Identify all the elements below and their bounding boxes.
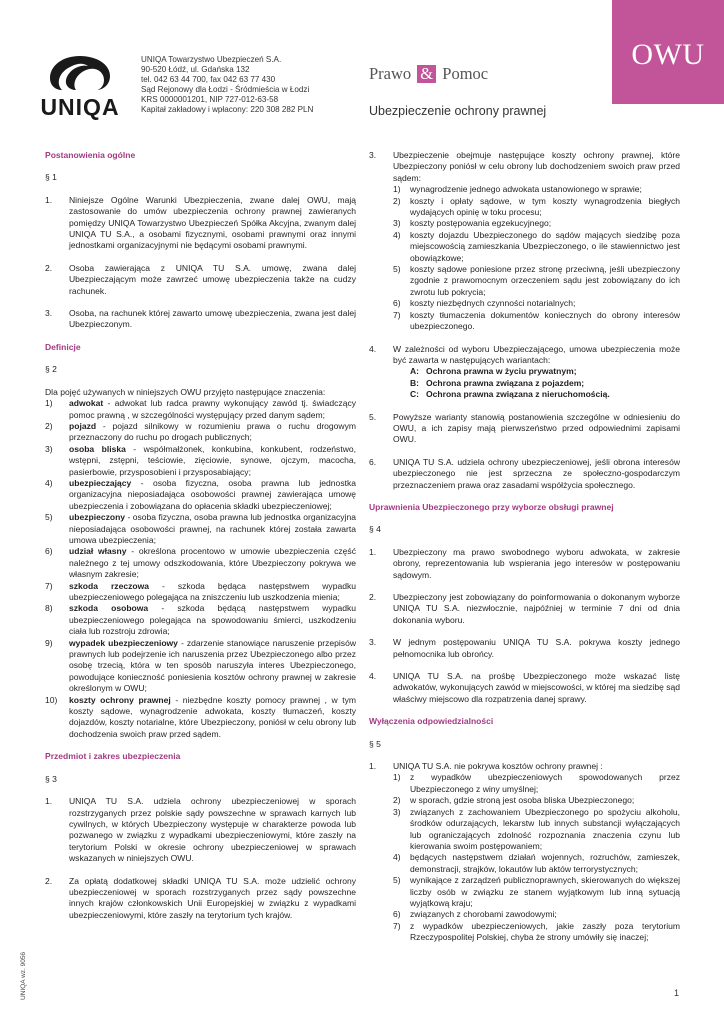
sub-item bbox=[393, 230, 680, 264]
section-heading: Wyłączenia odpowiedzialności bbox=[369, 716, 494, 727]
sub-number: 4) bbox=[393, 852, 401, 863]
item-text: W zależności od wyboru Ubezpieczającego, umowa ubezpieczenia może być zawarta w następujących wariantach: bbox=[393, 343, 680, 365]
sub-text: wynikające z zarządzeń publicznoprawnych, skierowanych do większej liczby osób w związku ze stanem wyjątkowym lub inną sytuacją wyjątkową kraju; bbox=[410, 875, 680, 908]
definition-term: ubezpieczający bbox=[69, 477, 132, 488]
definition-term: adwokat bbox=[69, 398, 104, 409]
definition-term: wypadek ubezpieczeniowy bbox=[69, 637, 178, 648]
sub-text: koszty dojazdu Ubezpieczonego do sądów mających siedzibę poza miejscowością zamieszkania Ubezpieczonego, o ile stawiennictwo jest obowiązkowe; bbox=[410, 229, 680, 263]
sub-number: 2) bbox=[393, 195, 401, 206]
sub-item bbox=[393, 875, 680, 909]
item-number: 1. bbox=[369, 546, 377, 557]
variant-letter: C: bbox=[410, 389, 420, 400]
company-line: tel. 042 63 44 700, fax 042 63 77 430 bbox=[141, 74, 276, 84]
item-number: 9) bbox=[45, 637, 53, 648]
sub-item bbox=[393, 807, 680, 853]
company-line: KRS 0000001201, NIP 727-012-63-58 bbox=[141, 94, 279, 104]
item-text: UNIQA TU S.A. nie pokrywa kosztów ochrony prawnej : bbox=[393, 761, 603, 772]
paragraph-number: § 2 bbox=[45, 364, 57, 375]
item-number: 1. bbox=[45, 194, 53, 205]
definition-text: - adwokat lub radca prawny wykonujący zawód tj. świadczący pomoc prawną , w szczególności występujący przed danym sądem; bbox=[69, 398, 356, 420]
list-item bbox=[369, 150, 680, 344]
item-number: 3. bbox=[369, 637, 377, 648]
sub-number: 5) bbox=[393, 264, 401, 275]
company-line: UNIQA Towarzystwo Ubezpieczeń S.A. bbox=[141, 55, 282, 64]
item-text: Za opłatą dodatkowej składki UNIQA TU S.A. może udzielić ochrony ubezpieczeniowej w sporach rozstrzyganych przez sądy powszechne innych krajów członkowskich Unii Europejskiej w związku z wypadkami ubezpieczeniowymi, które zaszły na terytorium tych krajów. bbox=[69, 875, 356, 920]
item-number: 6. bbox=[369, 456, 377, 467]
definition-text: - współmałżonek, konkubina, konkubent, rodzeństwo, wstępni, zstępni, teściowie, zięciowie, synowe, ojczym, macocha, pasierbowie, przysposobieni i przysposabiający; bbox=[69, 443, 356, 477]
item-number: 2) bbox=[45, 420, 53, 431]
definition-text: - niezbędne koszty pomocy prawnej , w tym koszty sądowe, wynagrodzenie adwokata, koszty tłumaczeń, koszty dojazdów, koszty notarialne, które Ubezpieczony, poniósł w celu obrony lub dochodzenia swoich praw przed sądem. bbox=[69, 694, 356, 739]
definition-term: pojazd bbox=[69, 420, 97, 431]
sub-number: 1) bbox=[393, 772, 401, 783]
list-item bbox=[45, 796, 356, 864]
company-line: Sąd Rejonowy dla Łodzi - Śródmieścia w Łodzi bbox=[141, 84, 310, 94]
paragraph-number: § 1 bbox=[45, 172, 57, 183]
list-item bbox=[45, 308, 356, 331]
sub-text: związanych z chorobami zawodowymi; bbox=[410, 909, 557, 920]
sub-item bbox=[393, 310, 680, 333]
item-text: Osoba zawierająca z UNIQA TU S.A. umowę, zwana dalej Ubezpieczającym może zawrzeć umowę ubezpieczenia także na cudzy rachunek. bbox=[69, 262, 356, 296]
sub-item bbox=[393, 909, 680, 920]
item-number: 1) bbox=[45, 398, 53, 409]
definitions-intro: Dla pojęć używanych w niniejszych OWU przyjęto następujące znaczenia: bbox=[45, 386, 326, 397]
item-text: W jednym postępowaniu UNIQA TU S.A. pokrywa koszty jednego pełnomocnika lub obrońcy. bbox=[393, 637, 680, 659]
item-text: Osoba, na rachunek której zawarto umowę ubezpieczenia, zwana jest dalej Ubezpieczonym. bbox=[69, 308, 356, 330]
definition-text: - pojazd silnikowy w rozumieniu prawa o ruchu drogowym przeznaczony do ruchu po drogach publicznych; bbox=[69, 420, 356, 443]
list-item bbox=[45, 263, 356, 297]
sub-item bbox=[393, 772, 680, 795]
definition-text: - szkoda będąca następstwem wypadku ubezpieczeniowego polegająca na zniszczeniu lub uszkodzenia mienia; bbox=[69, 580, 356, 602]
list-item bbox=[369, 412, 680, 446]
product-brand bbox=[369, 64, 488, 84]
form-code: UNIQA wz. 9056 bbox=[20, 951, 27, 1000]
sub-number: 6) bbox=[393, 909, 401, 920]
list-item bbox=[369, 761, 680, 944]
item-number: 7) bbox=[45, 580, 53, 591]
brand-right: Pomoc bbox=[442, 64, 489, 83]
item-number: 5) bbox=[45, 512, 53, 523]
variant-text: Ochrona prawna w życiu prywatnym; bbox=[426, 366, 577, 377]
item-text: UNIQA TU S.A. udziela ochrony ubezpieczeniowej, jeśli obrona interesów ubezpieczonego nie jest sprzeczna ze społeczno-gospodarczym przeznaczeniem prawa oraz zasadami współżycia społecznego. bbox=[393, 456, 680, 490]
sub-number: 7) bbox=[393, 309, 401, 320]
section-heading: Definicje bbox=[45, 341, 81, 352]
definition-term: szkoda rzeczowa bbox=[69, 580, 149, 591]
sub-text: związanych z zachowaniem Ubezpieczonego po spożyciu alkoholu, środków odurzających, lekarstw lub innych substancji wyłączających lub ograniczających zdolność rozpoznania znaczenia czynu lub kierowania swoim postępowaniem; bbox=[410, 806, 680, 851]
sub-number: 6) bbox=[393, 298, 401, 309]
definition-term: koszty ochrony prawnej bbox=[69, 694, 171, 705]
definition-item bbox=[45, 546, 356, 580]
item-text: UNIQA TU S.A. udziela ochrony ubezpieczeniowej w sporach rozstrzyganych przez polskie sądy powszechne w sprawach karnych lub cywilnych, w których Ubezpieczony występuje w charakterze powoda lub pozwanego w związku z wypadkami ubezpieczeniowymi, które zaszły na terytorium Polski w okresie ochrony ubezpieczeniowej w sprawach wskazanych w niniejszych OWU. bbox=[69, 796, 356, 864]
definition-term: osoba bliska bbox=[69, 443, 126, 454]
list-item bbox=[45, 876, 356, 922]
definition-text: - zdarzenie stanowiące naruszenie przepisów prawnych lub podejrzenie ich naruszenia przez Ubezpieczonego albo przez osobę trzecią, która w ten sposób naruszyła interes Ubezpieczonego, powodujące konieczność poniesienia kosztów ochrony prawnej w zakresie określonym w OWU; bbox=[69, 637, 357, 694]
list-item bbox=[369, 592, 680, 626]
definition-item bbox=[45, 444, 356, 478]
sub-number: 5) bbox=[393, 875, 401, 886]
sub-item bbox=[393, 852, 680, 875]
sub-item bbox=[393, 921, 680, 944]
sub-item bbox=[393, 218, 680, 229]
item-number: 6) bbox=[45, 546, 53, 557]
definition-item bbox=[45, 638, 356, 695]
definition-item bbox=[45, 603, 356, 637]
sub-number: 2) bbox=[393, 795, 401, 806]
company-line: Kapitał zakładowy i wpłacony: 220 308 282 PLN bbox=[141, 104, 314, 114]
item-number: 1. bbox=[45, 796, 53, 807]
item-number: 4) bbox=[45, 477, 53, 488]
right-column bbox=[369, 150, 680, 944]
definition-text: - osoba fizyczna, osoba prawna lub jednostka organizacyjna nieposiadająca osobowości prawnej, na rachunek której została zawarta umowa ubezpieczenia; bbox=[69, 512, 356, 545]
item-text: UNIQA TU S.A. na prośbę Ubezpieczonego może wskazać listę adwokatów, wykonujących zawód w miejscowości, w której ma siedzibę sąd właściwy miejscowo dla rozpatrzenia danej sprawy. bbox=[393, 671, 680, 704]
sub-number: 4) bbox=[393, 229, 401, 240]
sub-item bbox=[393, 184, 680, 195]
definition-term: ubezpieczony bbox=[69, 512, 126, 523]
item-number: 2. bbox=[45, 262, 53, 273]
definition-text: - określona procentowo w umowie ubezpieczenia część należnego z tej umowy odszkodowania, które Ubezpieczony pokrywa we własnym zakresie; bbox=[69, 546, 356, 580]
sub-text: z wypadków ubezpieczeniowych, jakie zaszły poza terytorium Rzeczypospolitej Polskiej, chyba że strony umówiły się inaczej; bbox=[410, 920, 680, 943]
item-text: Powyższe warianty stanowią postanowienia szczególne w odniesieniu do OWU, a ich zapisy mają pierwszeństwo przed odpowiednimi zapisami OWU. bbox=[393, 411, 680, 445]
item-number: 5. bbox=[369, 411, 377, 422]
item-number: 3) bbox=[45, 443, 53, 454]
sub-item bbox=[393, 196, 680, 219]
variant-text: Ochrona prawna związana z nieruchomością. bbox=[426, 389, 610, 400]
item-number: 3. bbox=[45, 308, 53, 319]
sub-item bbox=[393, 298, 680, 309]
item-number: 4. bbox=[369, 343, 377, 354]
item-text: Ubezpieczony jest zobowiązany do poinformowania o dokonanym wyborze UNIQA TU S.A. niezwłocznie, najpóźniej w terminie 7 dni od dnia dokonania wyboru. bbox=[393, 592, 680, 625]
company-info bbox=[141, 55, 313, 114]
section-heading: Uprawnienia Ubezpieczonego przy wyborze obsługi prawnej bbox=[369, 501, 614, 512]
item-number: 10) bbox=[45, 694, 58, 705]
sub-text: będących następstwem działań wojennych, rozruchów, zamieszek, demonstracji, strajków, lokautów lub aktów terrorystycznych; bbox=[410, 852, 680, 874]
document-subtitle: Ubezpieczenie ochrony prawnej bbox=[369, 104, 547, 118]
paragraph-number: § 3 bbox=[45, 773, 57, 784]
definition-item bbox=[45, 695, 356, 741]
sub-text: koszty i opłaty sądowe, w tym koszty wynagrodzenia biegłych wydających opinię w toku procesu; bbox=[410, 195, 680, 218]
definition-term: szkoda osobowa bbox=[69, 603, 149, 614]
definition-text: - osoba fizyczna, osoba prawna lub jednostka organizacyjna nieposiadająca osobowości prawnej zawierająca umowę ubezpieczenia i zobowiązana do opłacenia składki ubezpieczeniowej; bbox=[69, 477, 356, 511]
company-line: 90-520 Łódź, ul. Gdańska 132 bbox=[141, 64, 250, 74]
variant-item bbox=[393, 378, 680, 389]
uniqa-logo bbox=[32, 50, 128, 118]
item-number: 8) bbox=[45, 603, 53, 614]
definition-item bbox=[45, 581, 356, 604]
page-number: 1 bbox=[674, 988, 680, 998]
item-text: Ubezpieczenie obejmuje następujące koszty ochrony prawnej, które Ubezpieczony poniósł w celu obrony lub dochodzeniem swoich praw przed sądem: bbox=[393, 150, 680, 183]
variant-item bbox=[393, 366, 680, 377]
item-number: 1. bbox=[369, 761, 377, 772]
list-item bbox=[369, 547, 680, 581]
item-number: 2. bbox=[45, 875, 53, 886]
sub-text: z wypadków ubezpieczeniowych spowodowanych przez Ubezpieczonego z winy umyślnej; bbox=[410, 772, 680, 794]
sub-text: koszty tłumaczenia dokumentów koniecznych do obrony interesów ubezpieczonego. bbox=[410, 309, 680, 332]
logo-text: UNIQA bbox=[40, 94, 120, 120]
definition-text: - szkoda będącą następstwem wypadku ubezpieczeniowego polegająca na spowodowaniu śmierci, uszkodzeniu ciała lub rozstroju zdrowia; bbox=[69, 603, 356, 637]
variant-letter: B: bbox=[410, 377, 420, 388]
list-item bbox=[369, 637, 680, 660]
sub-item bbox=[393, 264, 680, 298]
list-item bbox=[369, 457, 680, 491]
item-text: Niniejsze Ogólne Warunki Ubezpieczenia, zwane dalej OWU, mają zastosowanie do umów ubezpieczenia ochrony prawnej zawieranych pomiędzy UNIQA Towarzystwo Ubezpieczeń Spółka Akcyjna, zwanym dalej UNIQA TU S.A., a osobami fizycznymi, osobami prawnymi oraz innymi jednostkami organizacyjnymi nie będącymi osobami prawnymi. bbox=[69, 194, 356, 251]
definition-item bbox=[45, 398, 356, 421]
definition-item bbox=[45, 421, 356, 444]
brand-ampersand: & bbox=[417, 65, 436, 83]
variant-letter: A: bbox=[410, 366, 420, 377]
list-item bbox=[369, 671, 680, 705]
sub-number: 3) bbox=[393, 806, 401, 817]
section-heading: Postanowienia ogólne bbox=[45, 150, 136, 160]
list-item bbox=[45, 195, 356, 252]
sub-number: 1) bbox=[393, 184, 401, 195]
sub-text: wynagrodzenie jednego adwokata ustanowionego w sprawie; bbox=[410, 184, 642, 195]
owu-banner bbox=[612, 0, 724, 104]
definition-item bbox=[45, 478, 356, 512]
sub-text: koszty niezbędnych czynności notarialnych; bbox=[410, 298, 576, 309]
section-heading: Przedmiot i zakres ubezpieczenia bbox=[45, 751, 181, 762]
owu-label: OWU bbox=[631, 38, 705, 71]
item-number: 3. bbox=[369, 150, 377, 160]
uniqa-logo-mark-icon bbox=[32, 50, 128, 96]
sub-text: koszty sądowe poniesione przez stronę przeciwną, jeśli ubezpieczony zgodnie z prawomocnym orzeczeniem sądu jest zobowiązany do ich zwrotu lub pokrycia; bbox=[410, 264, 680, 297]
sub-text: w sporach, gdzie stroną jest osoba bliska Ubezpieczonego; bbox=[410, 795, 635, 806]
brand-left: Prawo bbox=[369, 64, 412, 83]
definition-item bbox=[45, 512, 356, 546]
sub-number: 3) bbox=[393, 218, 401, 229]
item-number: 4. bbox=[369, 671, 377, 682]
item-text: Ubezpieczony ma prawo swobodnego wyboru adwokata, w zakresie obrony, reprezentowania lub wspierania jego interesów w postępowaniu sądowym. bbox=[393, 546, 680, 580]
list-item bbox=[369, 344, 680, 412]
definition-term: udział własny bbox=[69, 546, 127, 557]
sub-number: 7) bbox=[393, 920, 401, 931]
item-number: 2. bbox=[369, 592, 377, 602]
sub-text: koszty postępowania egzekucyjnego; bbox=[410, 218, 552, 229]
paragraph-number: § 4 bbox=[369, 524, 381, 535]
sub-item bbox=[393, 795, 680, 806]
paragraph-number: § 5 bbox=[369, 738, 381, 749]
variant-item bbox=[393, 389, 680, 400]
variant-text: Ochrona prawna związana z pojazdem; bbox=[426, 377, 585, 388]
left-column bbox=[45, 150, 356, 921]
